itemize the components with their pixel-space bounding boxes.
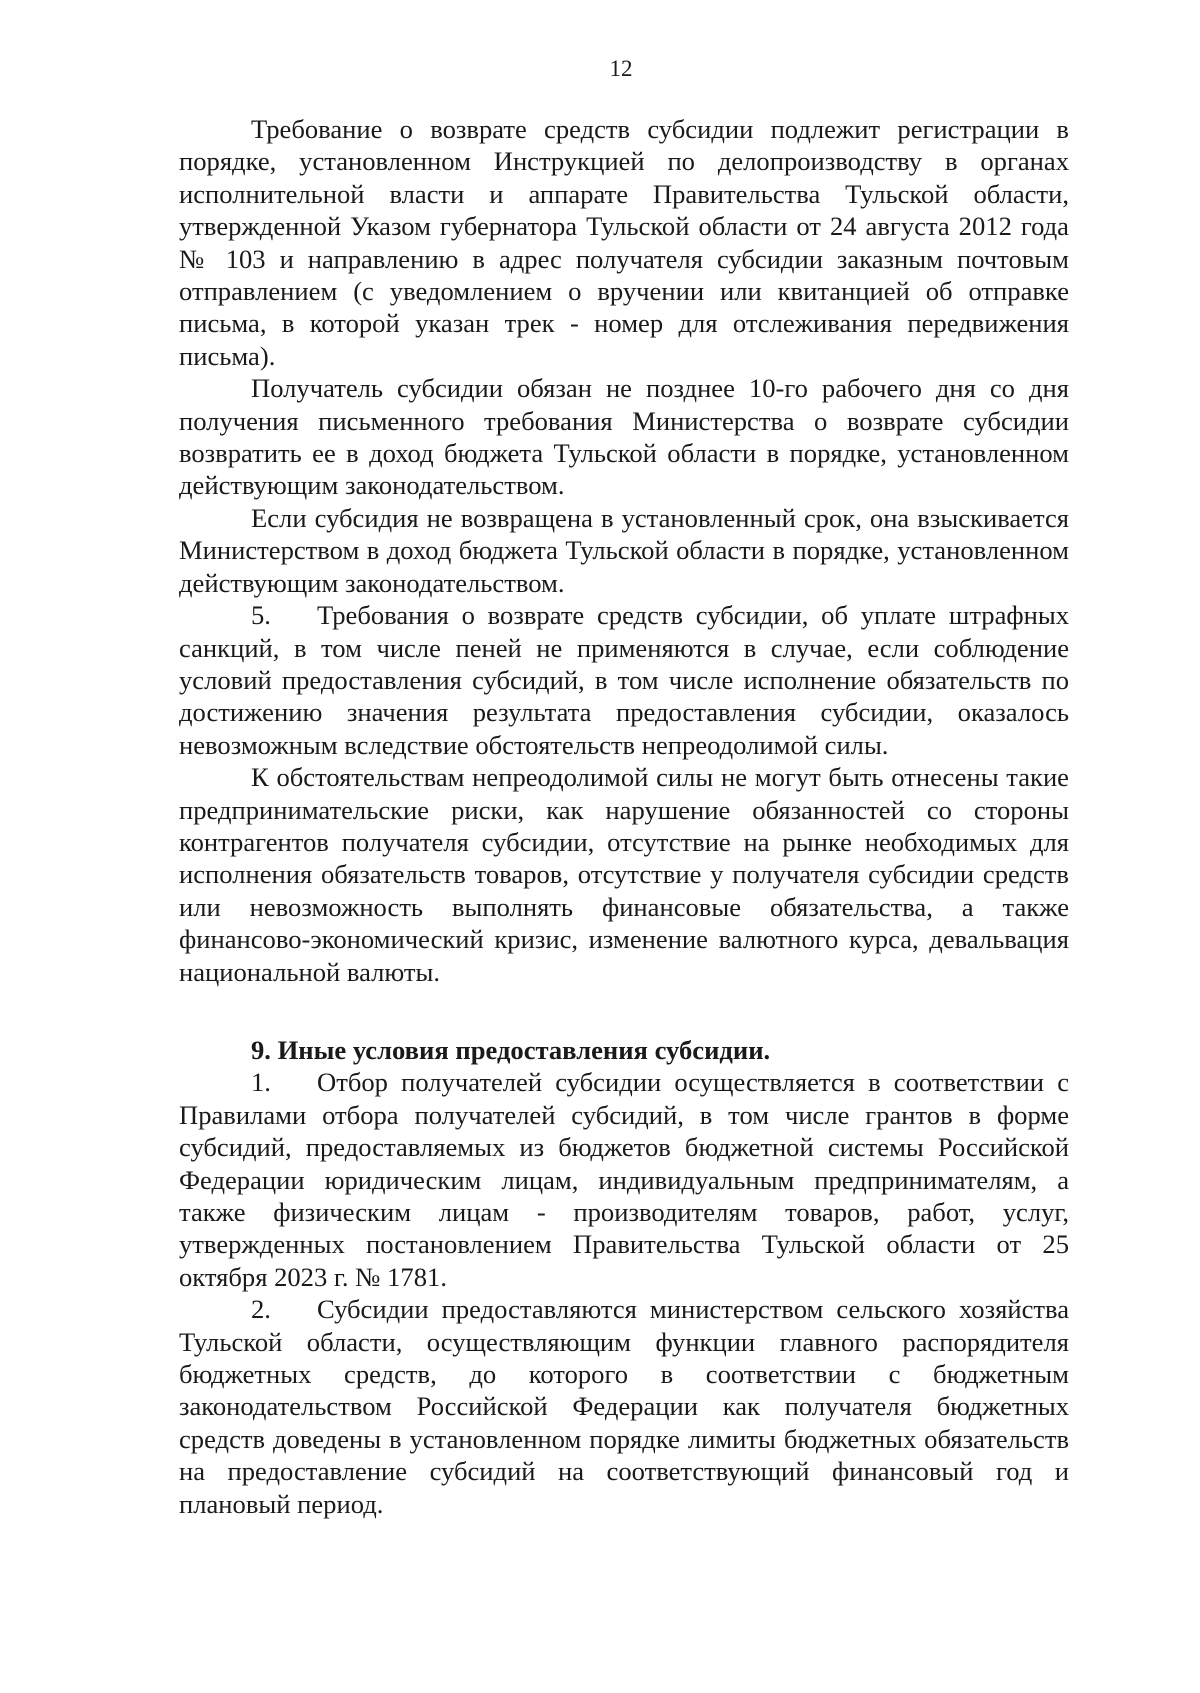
paragraph-force-majeure: К обстоятельствам непреодолимой силы не могут быть отнесены такие предпринимательские риски, как нарушение обязанностей со стороны контрагентов получателя субсидии, отсутствие на рынке необходимых для исполнения обязательств товаров, отсутствие у получателя субсидии средств или невозможность выполнять финансовые обязательства, а также финансово-экономический кризис, изменение валютного курса, девальвация национальной валюты. (179, 762, 1069, 987)
item-number: 2. (251, 1294, 271, 1325)
item-number: 1. (251, 1067, 271, 1098)
item-number: 5. (251, 600, 271, 631)
paragraph-refund-deadline: Получатель субсидии обязан не позднее 10-го рабочего дня со дня получения письменного требования Министерства о возврате субсидии возвратить ее в доход бюджета Тульской области в порядке, установленном действующим законодательством. (179, 373, 1069, 501)
paragraph-refund-recovery: Если субсидия не возвращена в установленный срок, она взыскивается Министерством в доход бюджета Тульской области в порядке, установленном действующим законодательством. (179, 502, 1069, 598)
section-9-item-2 (179, 1293, 1069, 1520)
item-text: Субсидии предоставляются министерством сельского хозяйства Тульской области, осуществляющим функции главного распорядителя бюджетных средств, до которого в соответствии с бюджетным законодательством Российской Федерации как получателя бюджетных средств доведены в установленном порядке лимиты бюджетных обязательств на предоставление субсидий на соответствующий финансовый год и плановый период. (179, 1294, 1069, 1519)
page-number: 12 (609, 56, 633, 81)
item-text: Требования о возврате средств субсидии, об уплате штрафных санкций, в том числе пеней не применяются в случае, если соблюдение условий предоставления субсидий, в том числе исполнение обязательств по достижению значения результата предоставления субсидии, оказалось невозможным вследствие обстоятельств непреодолимой силы. (179, 600, 1069, 760)
section-9-item-1 (179, 1066, 1069, 1293)
paragraph-refund-registration: Требование о возврате средств субсидии подлежит регистрации в порядке, установленном Инструкцией по делопроизводству в органах исполнительной власти и аппарате Правительства Тульской области, утвержденной Указом губернатора Тульской области от 24 августа 2012 года № 103 и направлению в адрес получателя субсидии заказным почтовым отправлением (с уведомлением о вручении или квитанцией об отправке письма, в которой указан трек - номер для отслеживания передвижения письма). (179, 114, 1069, 371)
item-5 (179, 599, 1069, 761)
section-heading: 9. Иные условия предоставления субсидии. (251, 1034, 771, 1065)
item-text: Отбор получателей субсидии осуществляется в соответствии с Правилами отбора получателей субсидий, в том числе грантов в форме субсидий, предоставляемых из бюджетов бюджетной системы Российской Федерации юридическим лицам, индивидуальным предпринимателям, а также физическим лицам - производителям товаров, работ, услуг, утвержденных постановлением Правительства Тульской области от 25 октября 2023 г. № 1781. (179, 1067, 1069, 1292)
document-body (179, 113, 1069, 1520)
